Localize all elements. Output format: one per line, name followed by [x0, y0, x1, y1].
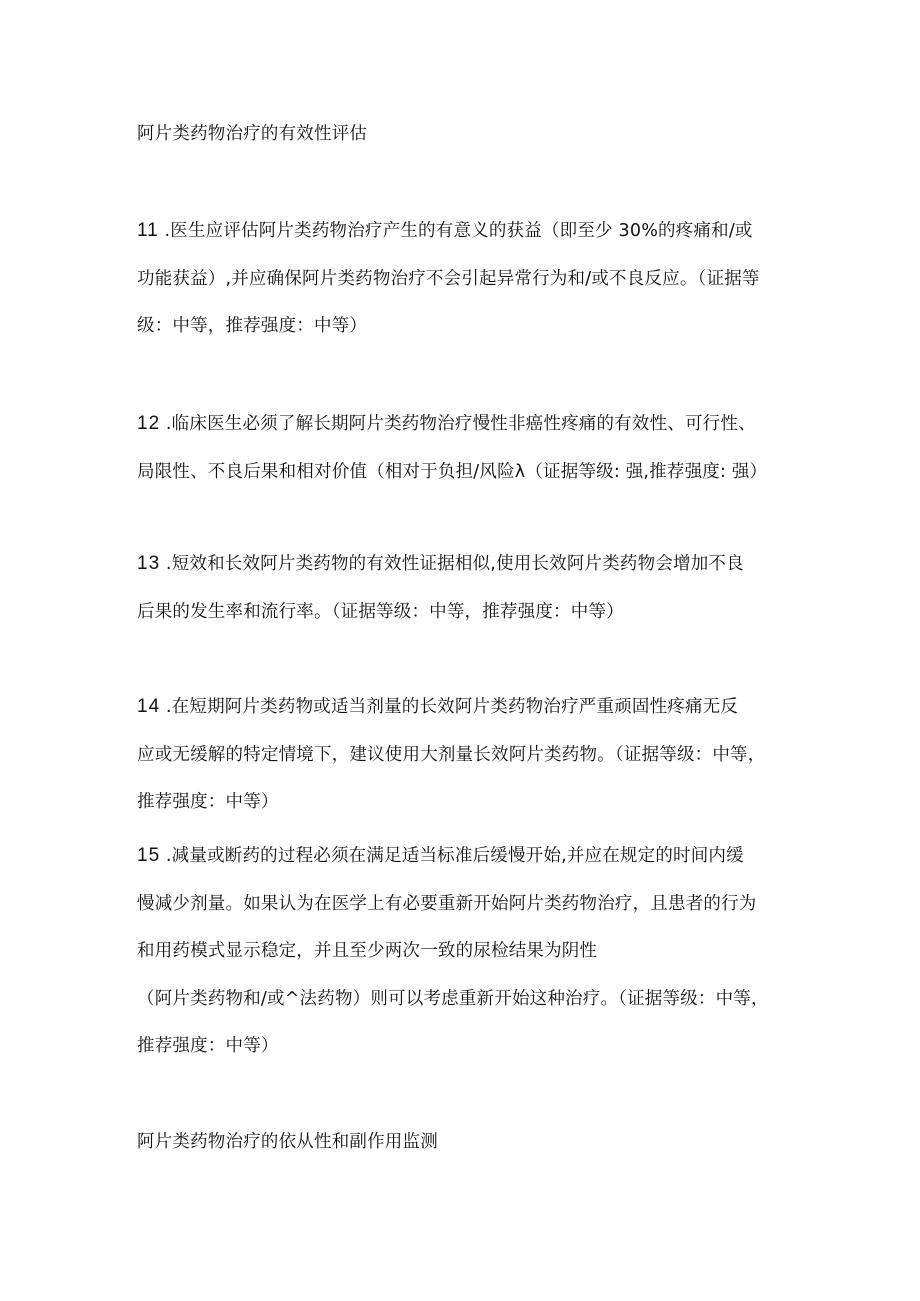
recommendation-line: 推荐强度：中等） — [137, 1036, 279, 1056]
recommendation-11 — [137, 207, 809, 351]
recommendation-number: 12 — [137, 413, 161, 434]
recommendation-line — [137, 400, 809, 449]
recommendation-12 — [137, 400, 809, 496]
recommendation-line: 级：中等，推荐强度：中等） — [137, 316, 368, 336]
recommendation-number: 13 — [137, 553, 161, 574]
recommendation-line — [137, 683, 809, 732]
recommendation-line — [137, 540, 809, 589]
section-heading-efficacy: 阿片类药物治疗的有效性评估 — [137, 124, 368, 144]
recommendation-text: .减量或断药的过程必须在满足适当标准后缓慢开始,并应在规定的时间内缓 — [160, 846, 744, 866]
recommendation-number: 15 — [137, 845, 161, 866]
recommendation-13 — [137, 540, 809, 636]
recommendation-line: 推荐强度：中等） — [137, 792, 279, 812]
recommendation-line: 局限性、不良后果和相对价值（相对于负担/风险λ（证据等级: 强,推荐强度: 强） — [137, 461, 768, 482]
recommendation-line — [137, 207, 809, 256]
recommendation-line: 慢减少剂量。如果认为在医学上有必要重新开始阿片类药物治疗，且患者的行为 — [137, 893, 757, 914]
recommendation-line: 功能获益）,并应确保阿片类药物治疗不会引起异常行为和/或不良反应。（证据等 — [137, 268, 760, 289]
recommendation-15 — [137, 832, 809, 1071]
recommendation-14 — [137, 683, 809, 827]
recommendation-line — [137, 832, 809, 881]
recommendation-line: 和用药模式显示稳定，并且至少两次一致的尿检结果为阴性 — [137, 941, 598, 961]
recommendation-text: .在短期阿片类药物或适当剂量的长效阿片类药物治疗严重顽固性疼痛无反 — [160, 697, 739, 717]
recommendation-text: .医生应评估阿片类药物治疗产生的有意义的获益（即至少 30%的疼痛和/或 — [158, 221, 753, 241]
section-heading-monitoring: 阿片类药物治疗的依从性和副作用监测 — [137, 1132, 438, 1152]
recommendation-number: 14 — [137, 696, 161, 717]
recommendation-number: 11 — [137, 220, 159, 241]
recommendation-text: .短效和长效阿片类药物的有效性证据相似,使用长效阿片类药物会增加不良 — [160, 554, 744, 574]
recommendation-text: .临床医生必须了解长期阿片类药物治疗慢性非癌性疼痛的有效性、可行性、 — [160, 414, 756, 434]
recommendation-line: （阿片类药物和/或^法药物）则可以考虑重新开始这种治疗。（证据等级：中等， — [137, 988, 769, 1009]
recommendation-line: 应或无缓解的特定情境下，建议使用大剂量长效阿片类药物。（证据等级：中等， — [137, 744, 766, 765]
recommendation-line: 后果的发生率和流行率。（证据等级：中等，推荐强度：中等） — [137, 601, 624, 622]
